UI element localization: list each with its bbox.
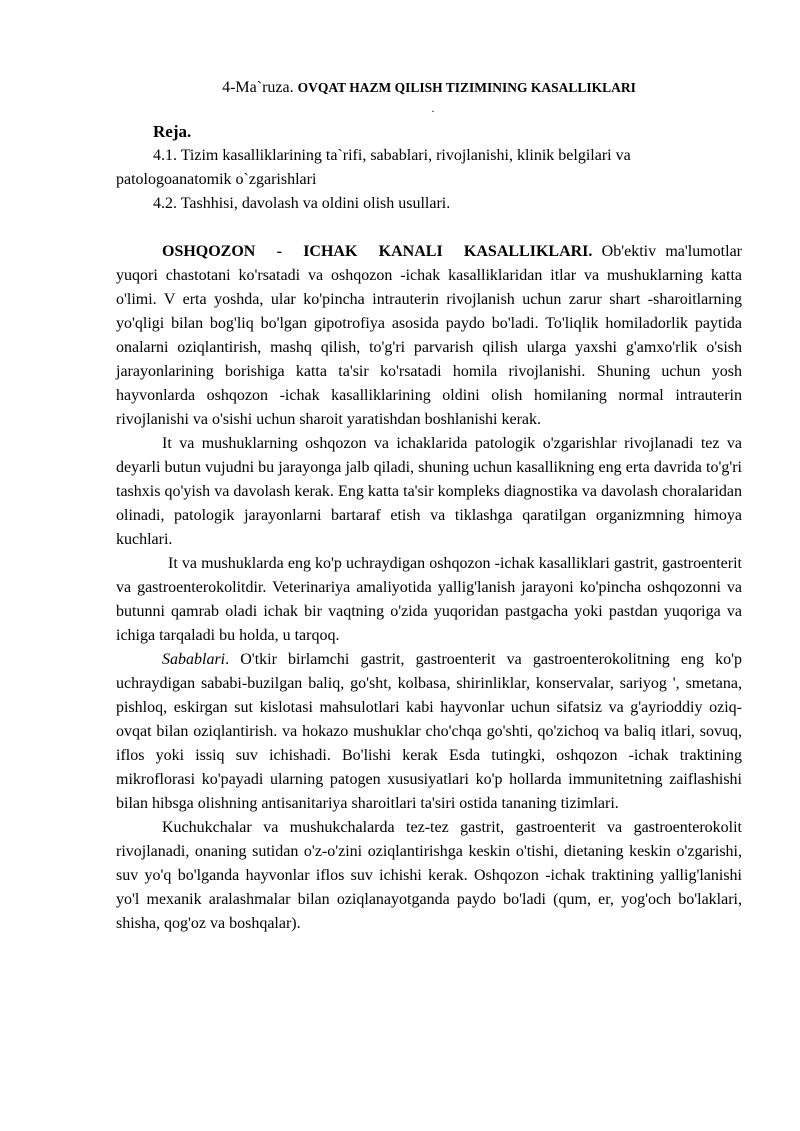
paragraph-causes (116, 648, 742, 816)
causes-label: Sabablari (162, 651, 226, 668)
lecture-title-main: OVQAT HAZM QILISH TIZIMINING KASALLIKLARI (297, 80, 636, 95)
title-dot: . (431, 103, 435, 115)
paragraph-young-animals: Kuchukchalar va mushukchalarda tez-tez gastrit, gastroenterit va gastroenterokolit rivojlanadi, onaning sutidan o'z-o'zini oziqlantirishga keskin o'tishi, dietaning keskin o'zgarishi, suv yo'q bo'lganda hayvonlar iflos suv ichishi kerak. Oshqozon -ichak traktining yallig'lanishi yo'l mexanik aralashmalar bilan oziqlanayotganda paydo bo'ladi (qum, er, yog'och bo'laklari, shisha, qog'oz va boshqalar). (116, 819, 742, 932)
paragraph-pathology: It va mushuklarning oshqozon va ichaklarida patologik o'zgarishlar rivojlanadi tez va deyarli butun vujudni bu jarayonga jalb qiladi, shuning uchun kasallikning eng erta davrida to'g'ri tashxis qo'yish va davolash kerak. Eng katta ta'sir kompleks diagnostika va davolash choralaridan olinadi, patologik jarayonlarni bartaraf etish va tiklashga qaratilgan organizmning himoya kuchlari. (116, 435, 742, 548)
lecture-title-prefix: 4-Ma`ruza. (222, 79, 298, 96)
lecture-title (116, 74, 742, 102)
document-page (116, 74, 742, 936)
blank-line (116, 216, 742, 240)
paragraph-text: Ob'ektiv ma'lumotlar yuqori chastotani ko'rsatadi va oshqozon -ichak kasalliklaridan itlar va mushuklarning katta o'limi. V erta yoshda, ular ko'pincha intrauterin rivojlanish uchun zarur shart -sharoitlarning yo'qligi bilan bog'liq bo'lgan gipotrofiya asosida paydo bo'ladi. To'liqlik homiladorlik paytida onalarni oziqlantirish, mashq qilish, to'g'ri parvarish qilish ularga yaxshi g'amxo'rlik o'sish jarayonlarining borishiga katta ta'sir ko'rsatadi homila rivojlanishi. Shuning uchun yosh hayvonlarda oshqozon -ichak kasalliklarining oldini olish homilaning normal intrauterin rivojlanishi va o'sishi uchun sharoit yaratishdan boshlanishi kerak. (116, 243, 743, 428)
paragraph-intro (116, 240, 742, 432)
plan-heading: Reja. (153, 122, 192, 141)
plan-item-2: 4.2. Tashhisi, davolash va oldini olish usullari. (153, 195, 451, 212)
section-heading: OSHQOZON - ICHAK KANALI KASALLIKLARI. (162, 243, 593, 260)
paragraph-text: . O'tkir birlamchi gastrit, gastroenterit va gastroenterokolitning eng ko'p uchraydigan sababi-buzilgan baliq, go'sht, kolbasa, shirinliklar, konservalar, sariyog ', smetana, pishloq, eskirgan sut kislotasi mahsulotlari kabi hayvonlar uchun sifatsiz va g'ayrioddiy oziq-ovqat bilan oziqlantirish. va hokazo mushuklar cho'chqa go'shti, qo'zichoq va baliq itlari, sovuq, iflos yoki issiq suv ichishadi. Bo'lishi kerak Esda tutingki, oshqozon -ichak traktining mikroflorasi ko'payadi ularning patogen xususiyatlari ko'p hollarda immunitetning zaiflashishi bilan hibsga olishning antisanitariya sharoitlari ta'siri ostida tananing tizimlari. (116, 651, 742, 812)
plan-item-1: 4.1. Tizim kasalliklarining ta`rifi, sabablari, rivojlanishi, klinik belgilari va patologoanatomik o`zgarishlari (116, 147, 631, 188)
paragraph-common-diseases: It va mushuklarda eng ko'p uchraydigan oshqozon -ichak kasalliklari gastrit, gastroenterit va gastroenterokolitdir. Veterinariya amaliyotida yallig'lanish jarayoni ko'pincha oshqozonni va butunni qamrab oladi ichak bir vaqtning o'zida yuqoridan pastgacha yoki pastdan yuqoriga va ichiga tarqaladi bu holda, u tarqoq. (116, 555, 742, 644)
